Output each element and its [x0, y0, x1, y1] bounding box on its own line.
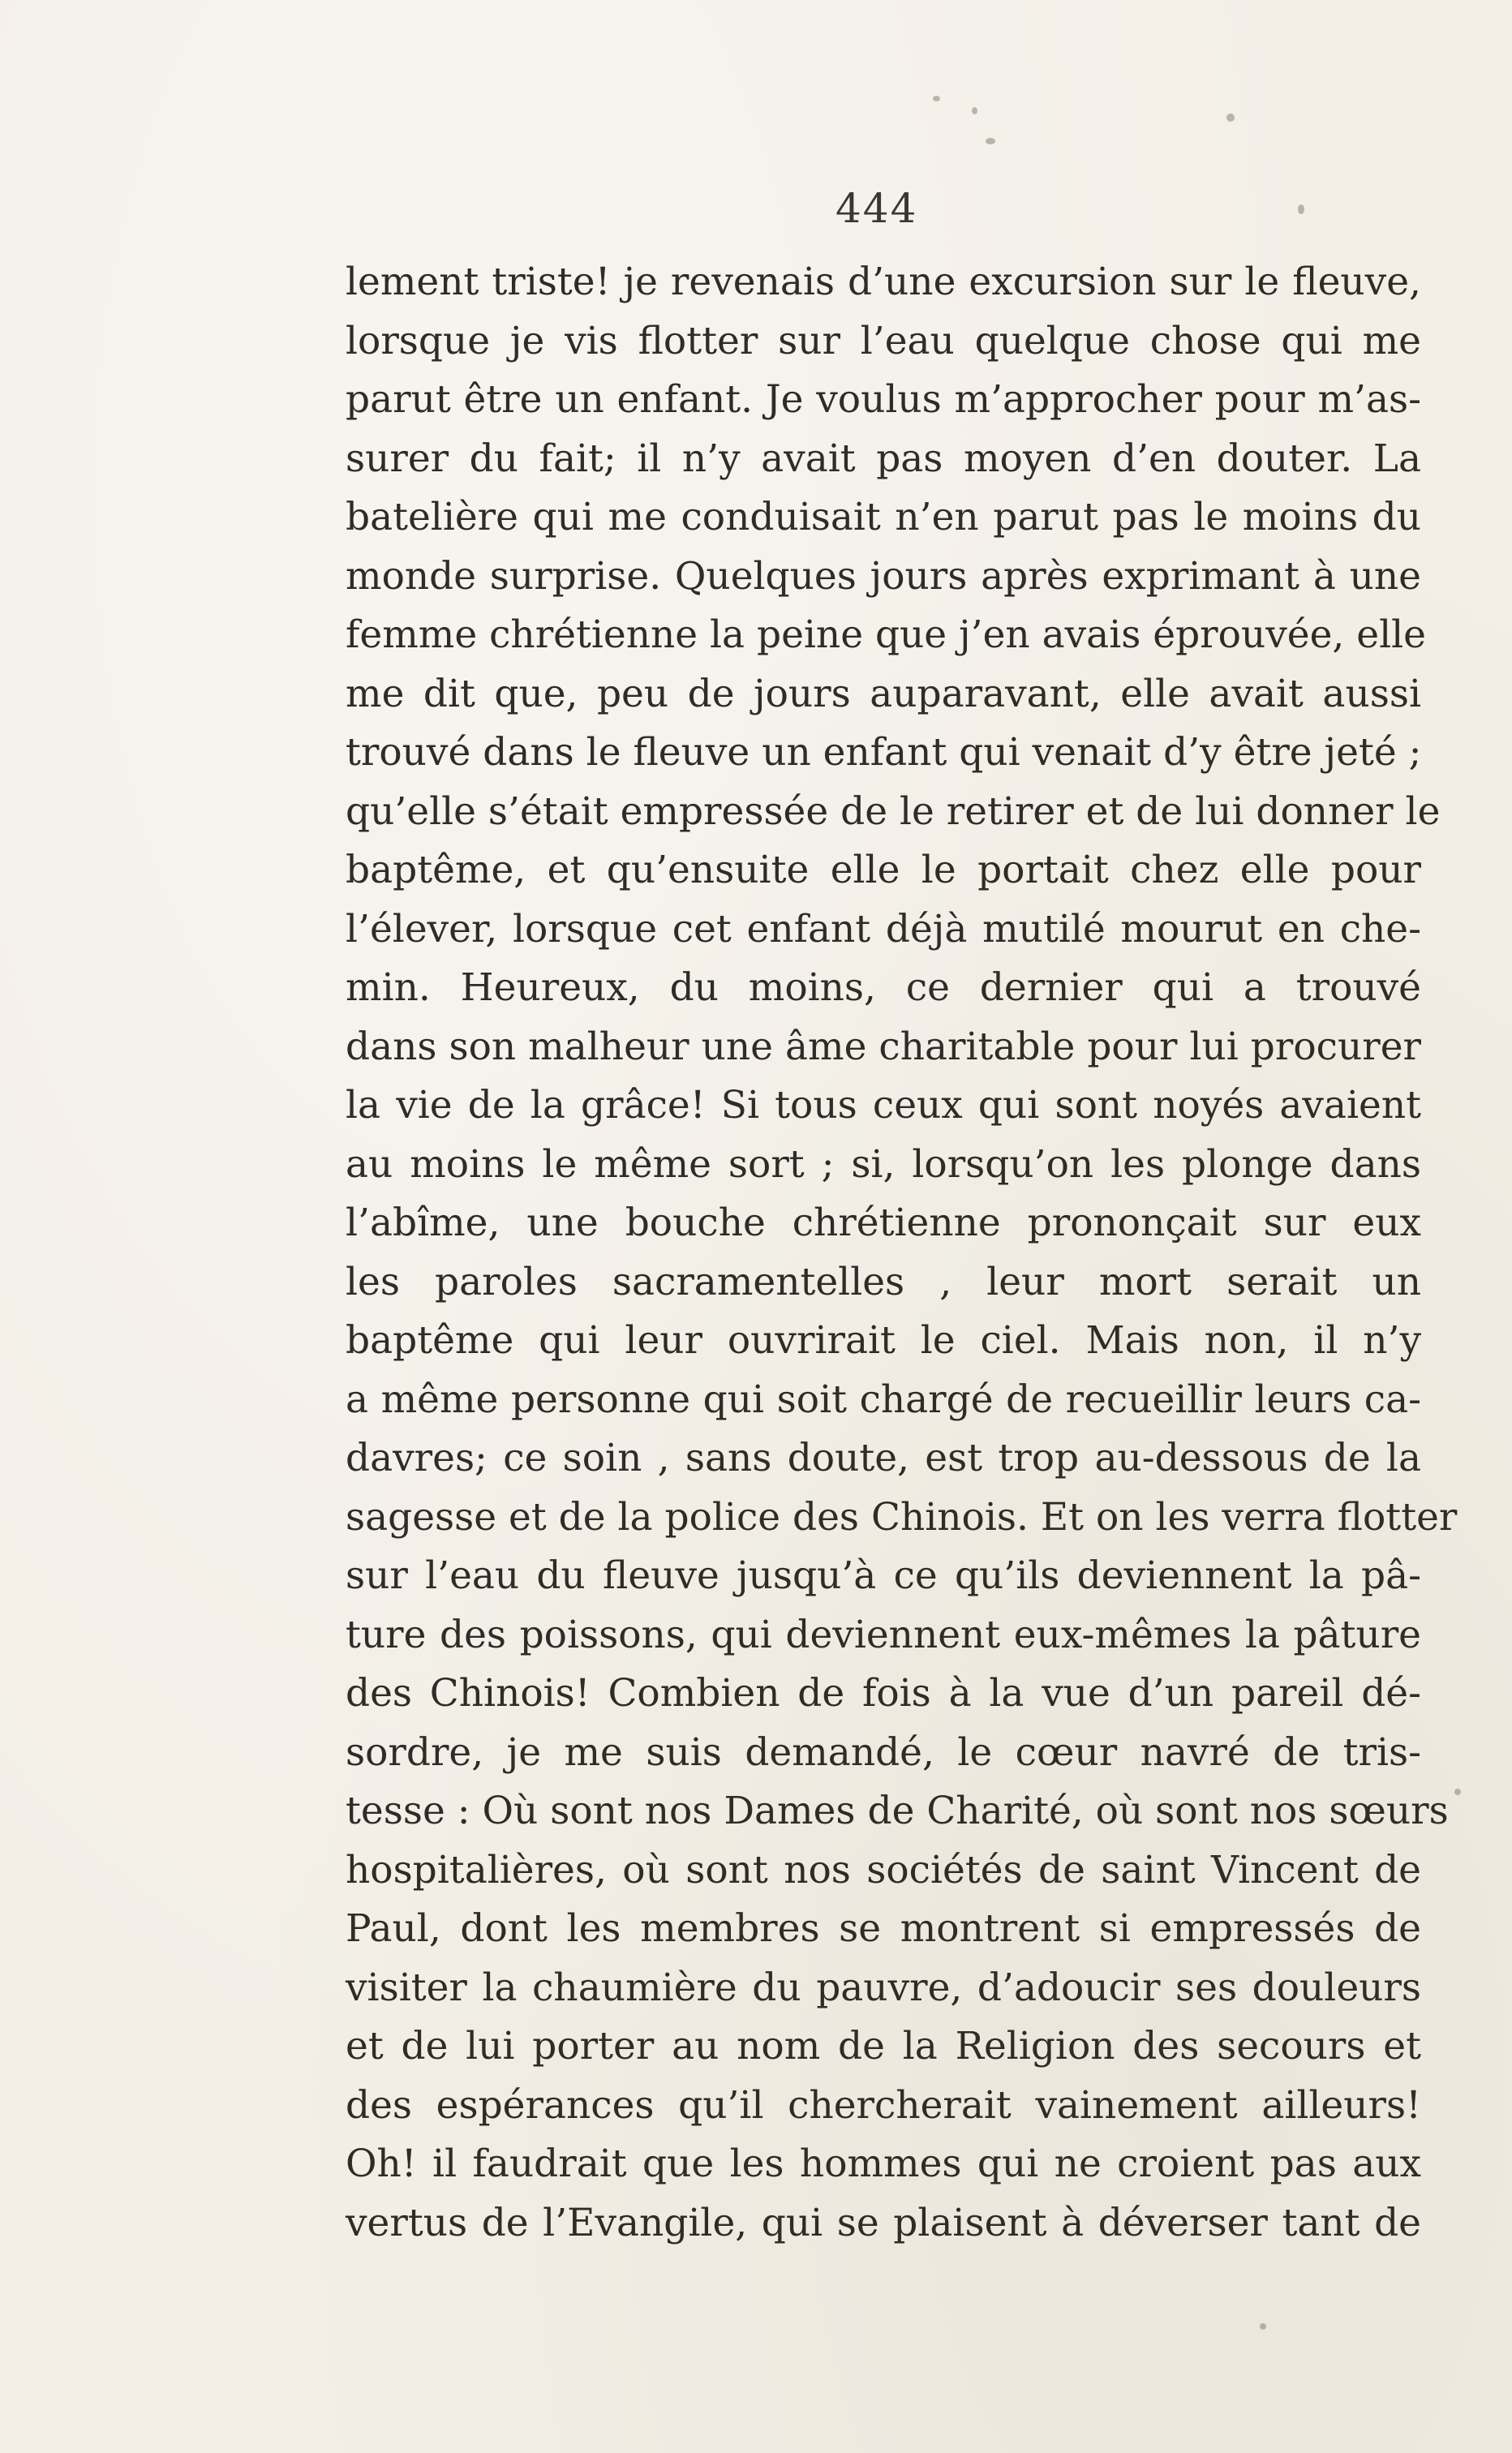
text-line: Oh! il faudrait que les hommes qui ne croient pas aux: [346, 2142, 1421, 2186]
text-line: davres; ce soin , sans doute, est trop au-dessous de la: [346, 1436, 1421, 1480]
paper-speck: [1454, 1789, 1461, 1795]
text-line: des Chinois! Combien de fois à la vue d’un pareil dé-: [346, 1671, 1421, 1716]
text-line: femme chrétienne la peine que j’en avais éprouvée, elle: [346, 612, 1426, 657]
paper-speck: [1226, 114, 1235, 122]
text-line: surer du fait; il n’y avait pas moyen d’en douter. La: [346, 436, 1421, 481]
text-line: monde surprise. Quelques jours après exprimant à une: [346, 553, 1421, 599]
text-line: min. Heureux, du moins, ce dernier qui a trouvé: [346, 965, 1421, 1010]
text-line: et de lui porter au nom de la Religion des secours et: [346, 2024, 1421, 2069]
text-line: a même personne qui soit chargé de recueillir leurs ca-: [346, 1377, 1421, 1422]
text-line: sur l’eau du fleuve jusqu’à ce qu’ils deviennent la pâ-: [346, 1553, 1421, 1598]
text-line: Paul, dont les membres se montrent si empressés de: [346, 1906, 1421, 1951]
text-line: dans son malheur une âme charitable pour lui procurer: [346, 1024, 1421, 1069]
text-line: qu’elle s’était empressée de le retirer et de lui donner le: [346, 788, 1441, 834]
paper-speck: [933, 96, 940, 101]
text-line: parut être un enfant. Je voulus m’approcher pour m’as-: [346, 377, 1421, 422]
text-line: lement triste! je revenais d’une excursion sur le fleuve,: [346, 260, 1421, 304]
text-line: hospitalières, où sont nos sociétés de saint Vincent de: [346, 1847, 1421, 1892]
text-line: me dit que, peu de jours auparavant, elle avait aussi: [346, 671, 1421, 716]
text-line: l’élever, lorsque cet enfant déjà mutilé mourut en che-: [346, 906, 1421, 952]
text-line: sordre, je me suis demandé, le cœur navré de tris-: [346, 1729, 1421, 1775]
text-line: baptême qui leur ouvrirait le ciel. Mais non, il n’y: [346, 1318, 1421, 1363]
text-line: vertus de l’Evangile, qui se plaisent à déverser tant de: [346, 2200, 1421, 2245]
text-line: batelière qui me conduisait n’en parut pas le moins du: [346, 495, 1421, 539]
body-text: [346, 253, 1458, 2253]
paper-speck: [972, 107, 977, 114]
text-line: lorsque je vis flotter sur l’eau quelque chose qui me: [346, 318, 1421, 363]
text-line: visiter la chaumière du pauvre, d’adoucir ses douleurs: [346, 1965, 1421, 2010]
text-line: sagesse et de la police des Chinois. Et on les verra flotter: [346, 1494, 1458, 1540]
text-line: baptême, et qu’ensuite elle le portait chez elle pour: [346, 848, 1421, 892]
page-number: 444: [835, 185, 918, 232]
paper-speck: [1298, 204, 1304, 214]
text-line: l’abîme, une bouche chrétienne prononçait sur eux: [346, 1201, 1421, 1245]
text-line: au moins le même sort ; si, lorsqu’on les plonge dans: [346, 1141, 1421, 1187]
paper-speck: [1260, 2323, 1266, 2330]
text-line: des espérances qu’il chercherait vainement ailleurs!: [346, 2082, 1421, 2128]
text-line: trouvé dans le fleuve un enfant qui venait d’y être jeté ;: [346, 730, 1422, 775]
text-line: les paroles sacramentelles , leur mort serait un: [346, 1259, 1421, 1304]
text-line: tesse : Où sont nos Dames de Charité, où sont nos sœurs: [346, 1789, 1449, 1833]
text-line: la vie de la grâce! Si tous ceux qui sont noyés avaient: [346, 1083, 1421, 1128]
text-line: ture des poissons, qui deviennent eux-mêmes la pâture: [346, 1612, 1421, 1657]
paper-speck: [986, 138, 995, 144]
